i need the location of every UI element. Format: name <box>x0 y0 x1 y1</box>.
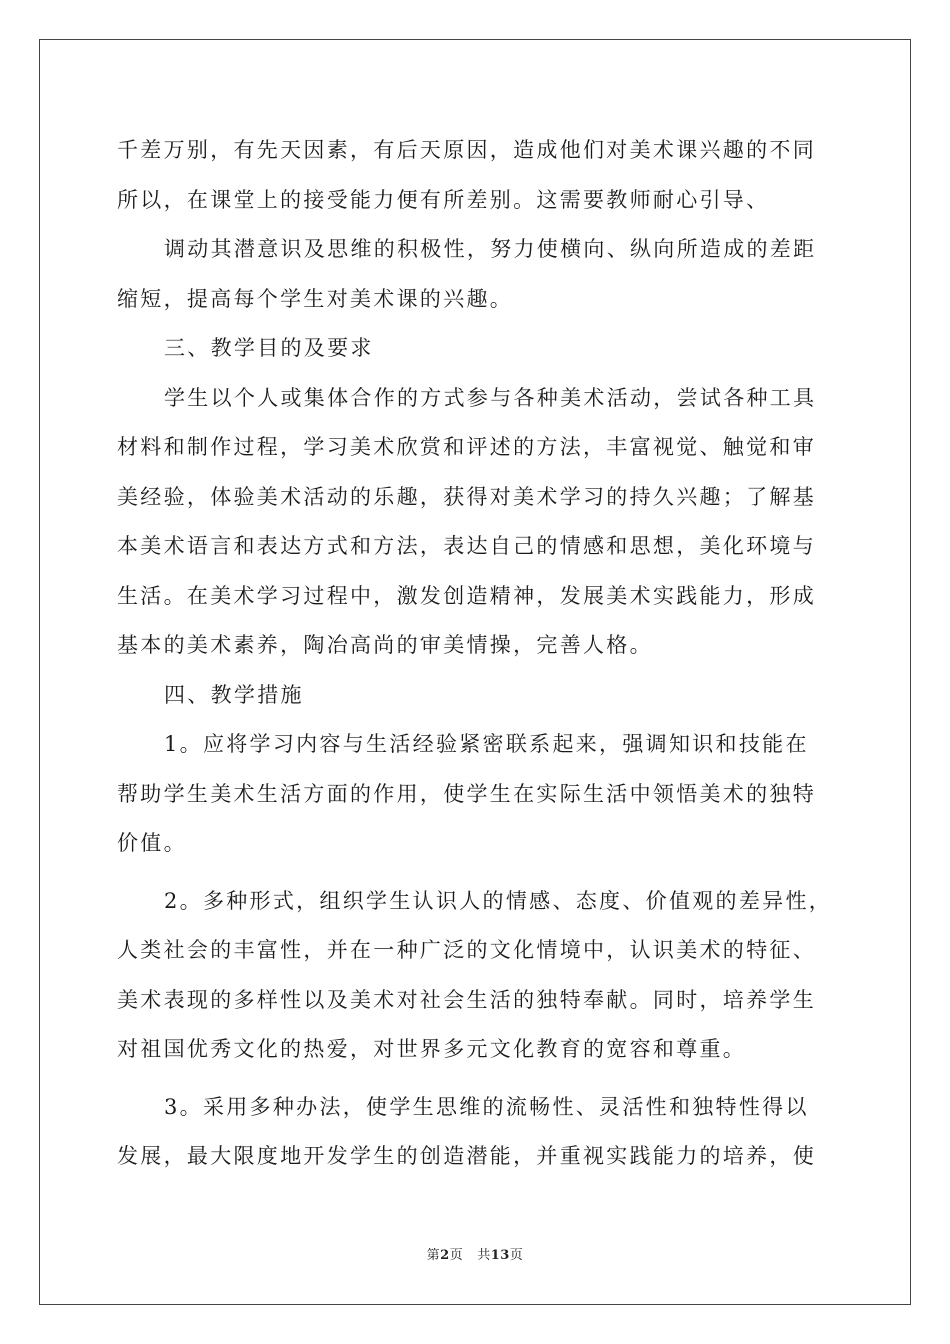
paragraph-line: 缩短，提高每个学生对美术课的兴趣。 <box>117 286 514 311</box>
paragraph-line: 价值。 <box>117 831 187 855</box>
paragraph-line: 对祖国优秀文化的热爱，对世界多元文化教育的宽容和尊重。 <box>117 1037 747 1061</box>
paragraph-line: 基本的美术素养，陶冶高尚的审美情操，完善人格。 <box>117 633 653 657</box>
paragraph-line: 人类社会的丰富性，并在一种广泛的文化情境中，认识美术的特征、 <box>117 938 816 962</box>
paragraph-line: 生活。在美术学习过程中，激发创造精神，发展美术实践能力，形成 <box>117 583 816 608</box>
paragraph-line: 帮助学生美术生活方面的作用，使学生在实际生活中领悟美术的独特 <box>117 781 816 806</box>
paragraph-line: 本美术语言和表达方式和方法，表达自己的情感和思想，美化环境与 <box>117 534 816 558</box>
paragraph-line: 千差万别，有先天因素，有后天原因，造成他们对美术课兴趣的不同 <box>117 138 816 162</box>
paragraph-line: 1。应将学习内容与生活经验紧密联系起来，强调知识和技能在 <box>164 732 809 756</box>
page-number: 2 <box>440 1248 450 1263</box>
page-footer <box>0 1244 950 1263</box>
paragraph-line: 美经验，体验美术活动的乐趣，获得对美术学习的持久兴趣；了解基 <box>117 484 816 509</box>
paragraph-line: 材料和制作过程，学习美术欣赏和评述的方法，丰富视觉、触觉和审 <box>117 435 816 459</box>
paragraph-line: 所以，在课堂上的接受能力便有所差别。这需要教师耐心引导、 <box>117 187 770 212</box>
paragraph-line: 美术表现的多样性以及美术对社会生活的独特奉献。同时，培养学生 <box>117 987 816 1012</box>
total-pages: 13 <box>490 1248 510 1263</box>
total-prefix: 共 <box>477 1248 491 1263</box>
paragraph-line: 3。采用多种办法，使学生思维的流畅性、灵活性和独特性得以 <box>164 1094 809 1119</box>
section-heading: 四、教学措施 <box>164 682 304 707</box>
paragraph-line: 调动其潜意识及思维的积极性，努力使横向、纵向所造成的差距 <box>164 237 817 261</box>
document-body <box>117 128 837 1184</box>
paragraph-line: 2。多种形式，组织学生认识人的情感、态度、价值观的差异性， <box>164 888 833 913</box>
total-suffix: 页 <box>509 1248 524 1263</box>
section-heading: 三、教学目的及要求 <box>164 336 374 360</box>
paragraph-line: 学生以个人或集体合作的方式参与各种美术活动，尝试各种工具 <box>164 385 817 410</box>
page-prefix: 第 <box>426 1248 441 1263</box>
paragraph-line: 发展，最大限度地开发学生的创造潜能，并重视实践能力的培养，使 <box>117 1144 816 1168</box>
page-suffix: 页 <box>449 1248 464 1263</box>
